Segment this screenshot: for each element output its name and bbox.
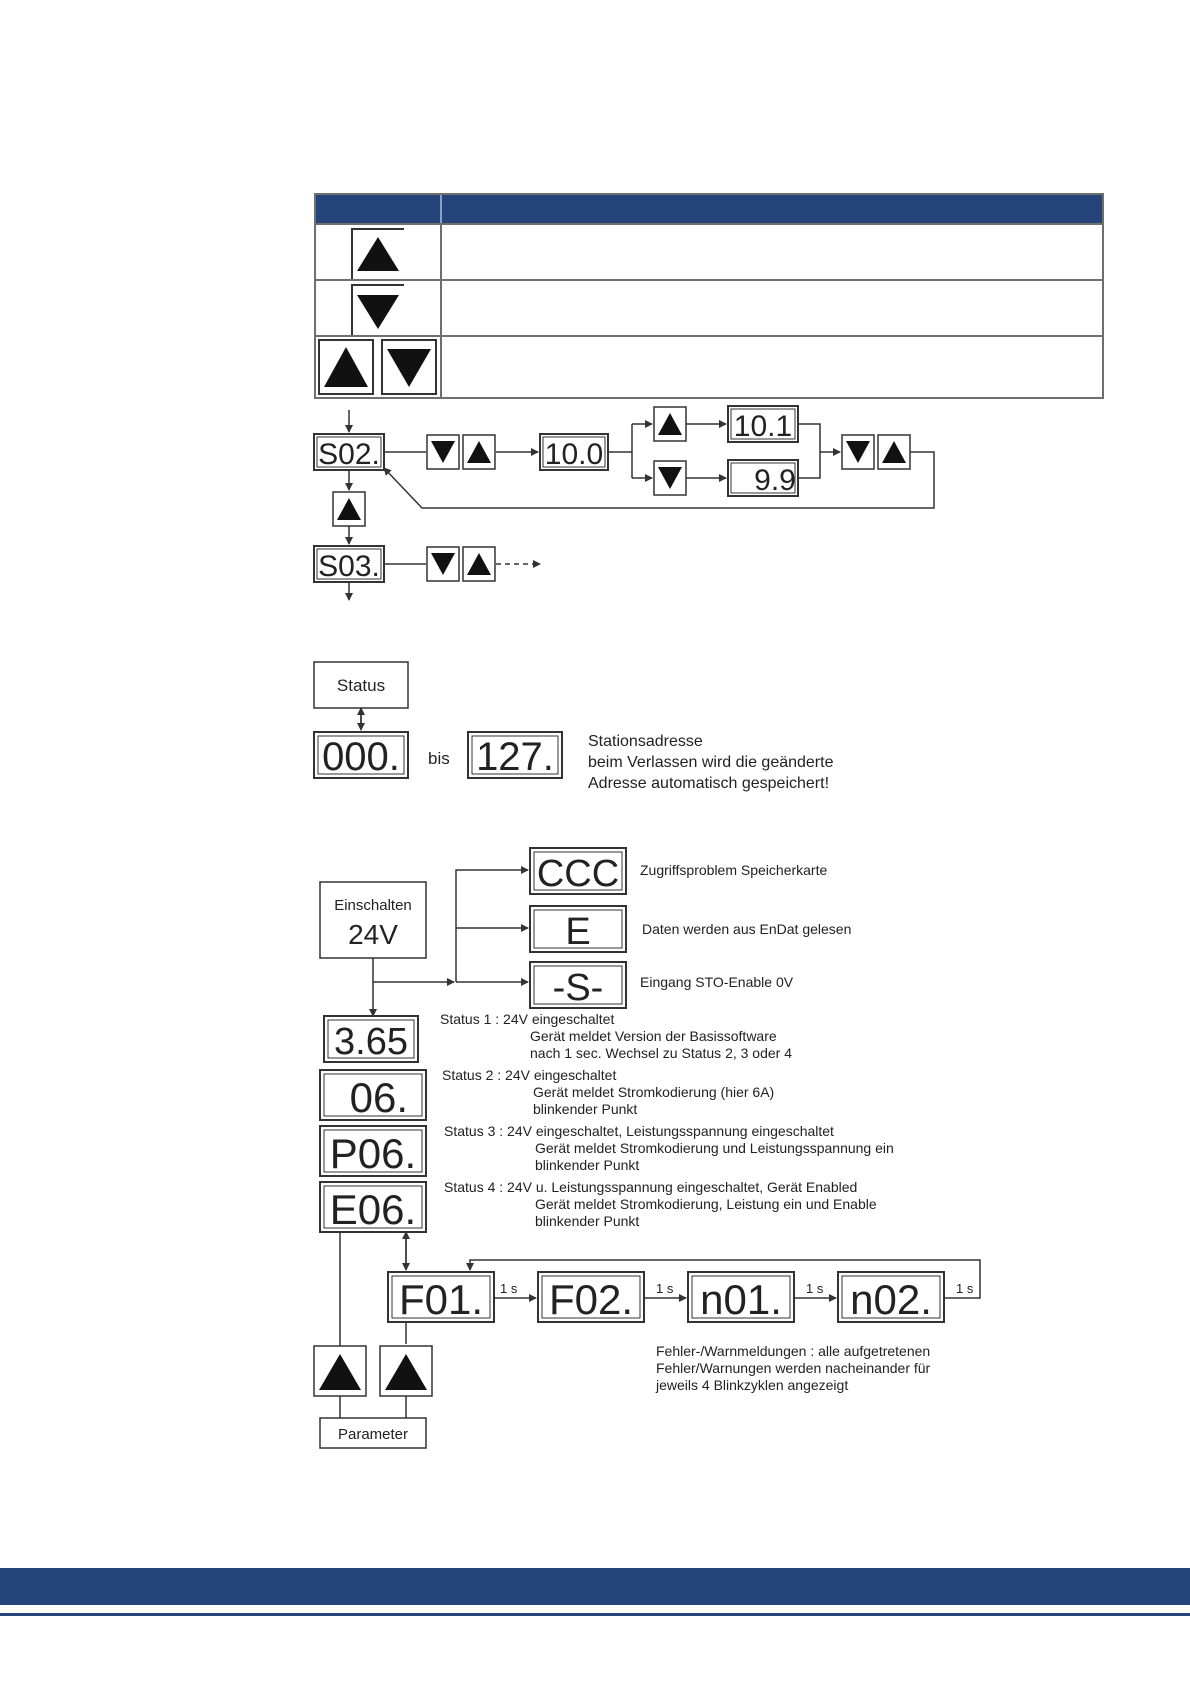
display-status-3 [320,1126,426,1177]
fault-text-3: jeweils 4 Blinkzyklen angezeigt [656,1377,849,1393]
down-key-decrement [654,461,686,495]
display-sto [530,962,626,1009]
svg-text:3.65: 3.65 [334,1021,408,1063]
address-text-3: Adresse automatisch gespeichert! [588,775,830,792]
svg-text:E: E [554,911,602,953]
display-ccc [530,848,626,895]
status-3-line-3: blinkender Punkt [535,1157,640,1173]
status-4-line-1: Status 4 : 24V u. Leistungsspannung eingeschaltet, Gerät Enabled [444,1179,858,1195]
svg-text:127.: 127. [476,735,554,779]
address-text-1: Stationsadresse [588,733,703,750]
status-1-line-3: nach 1 sec. Wechsel zu Status 2, 3 oder 4 [530,1045,793,1061]
up-key-parameter-right [380,1346,432,1396]
svg-text:n01.: n01. [700,1276,782,1323]
time-f01: 1 s [500,1281,518,1296]
svg-text:F01.: F01. [398,1276,484,1323]
display-status-2 [320,1070,426,1121]
svg-text:-S-: -S- [552,967,604,1009]
status-box [314,662,408,708]
display-n01 [688,1272,794,1323]
fault-text-1: Fehler-/Warnmeldungen : alle aufgetretenen [656,1343,931,1359]
fault-text-2: Fehler/Warnungen werden nacheinander für [656,1360,931,1376]
parameter-box [320,1418,426,1448]
down-up-keys-2 [842,435,910,469]
svg-text:Einschalten: Einschalten [334,897,412,914]
svg-text:10.1: 10.1 [733,410,793,443]
down-up-keys-1 [427,435,495,469]
display-9-9 [728,460,798,497]
error-text-ccc: Zugriffsproblem Speicherkarte [640,862,828,878]
display-address-to [468,732,562,779]
up-key-parameter-left [314,1346,366,1396]
svg-text:10.0: 10.0 [544,438,604,471]
time-n02: 1 s [956,1281,974,1296]
up-key-increment [654,407,686,441]
power-on-box [320,882,426,958]
display-n02 [838,1272,944,1323]
status-2-line-3: blinkender Punkt [533,1101,638,1117]
svg-text:S03.: S03. [318,550,380,583]
svg-text:24V: 24V [348,919,398,950]
display-s02 [314,434,384,471]
status-2-line-1: Status 2 : 24V eingeschaltet [442,1067,617,1083]
display-10-0 [540,434,608,471]
status-3-line-1: Status 3 : 24V eingeschaltet, Leistungsspannung eingeschaltet [444,1123,834,1139]
status-4-line-3: blinkender Punkt [535,1213,640,1229]
footer-line [0,1613,1190,1616]
bis-label: bis [428,749,450,768]
footer-band [0,1568,1190,1605]
svg-text:000.: 000. [322,735,400,779]
svg-text:Status: Status [336,676,386,695]
svg-text:n02.: n02. [850,1276,932,1323]
down-up-keys-3 [427,547,495,581]
error-text-e: Daten werden aus EnDat gelesen [642,921,852,937]
status-1-line-1: Status 1 : 24V eingeschaltet [440,1011,615,1027]
status-1-line-2: Gerät meldet Version der Basissoftware [530,1028,777,1044]
display-status-4 [320,1182,426,1233]
error-text-sto: Eingang STO-Enable 0V [640,974,794,990]
status-3-line-2: Gerät meldet Stromkodierung und Leistungsspannung ein [535,1140,894,1156]
display-e [530,906,626,953]
svg-text:CCC: CCC [536,853,620,895]
svg-text:Parameter: Parameter [337,1426,409,1443]
display-status-1 [324,1016,418,1063]
svg-text:9.9: 9.9 [754,464,796,497]
display-address-from [314,732,408,779]
display-s03 [314,546,384,583]
svg-text:S02.: S02. [318,438,380,471]
status-4-line-2: Gerät meldet Stromkodierung, Leistung ein und Enable [535,1196,877,1212]
svg-text:F02.: F02. [548,1276,634,1323]
svg-text:E06.: E06. [329,1186,417,1233]
up-key-next-param [333,492,365,526]
address-text-2: beim Verlassen wird die geänderte [588,754,834,771]
display-f01 [388,1272,494,1323]
status-2-line-2: Gerät meldet Stromkodierung (hier 6A) [533,1084,775,1100]
svg-text:P06.: P06. [329,1130,417,1177]
display-10-1 [728,406,798,443]
time-f02: 1 s [656,1281,674,1296]
time-n01: 1 s [806,1281,824,1296]
svg-text:06.: 06. [337,1074,409,1121]
display-f02 [538,1272,644,1323]
